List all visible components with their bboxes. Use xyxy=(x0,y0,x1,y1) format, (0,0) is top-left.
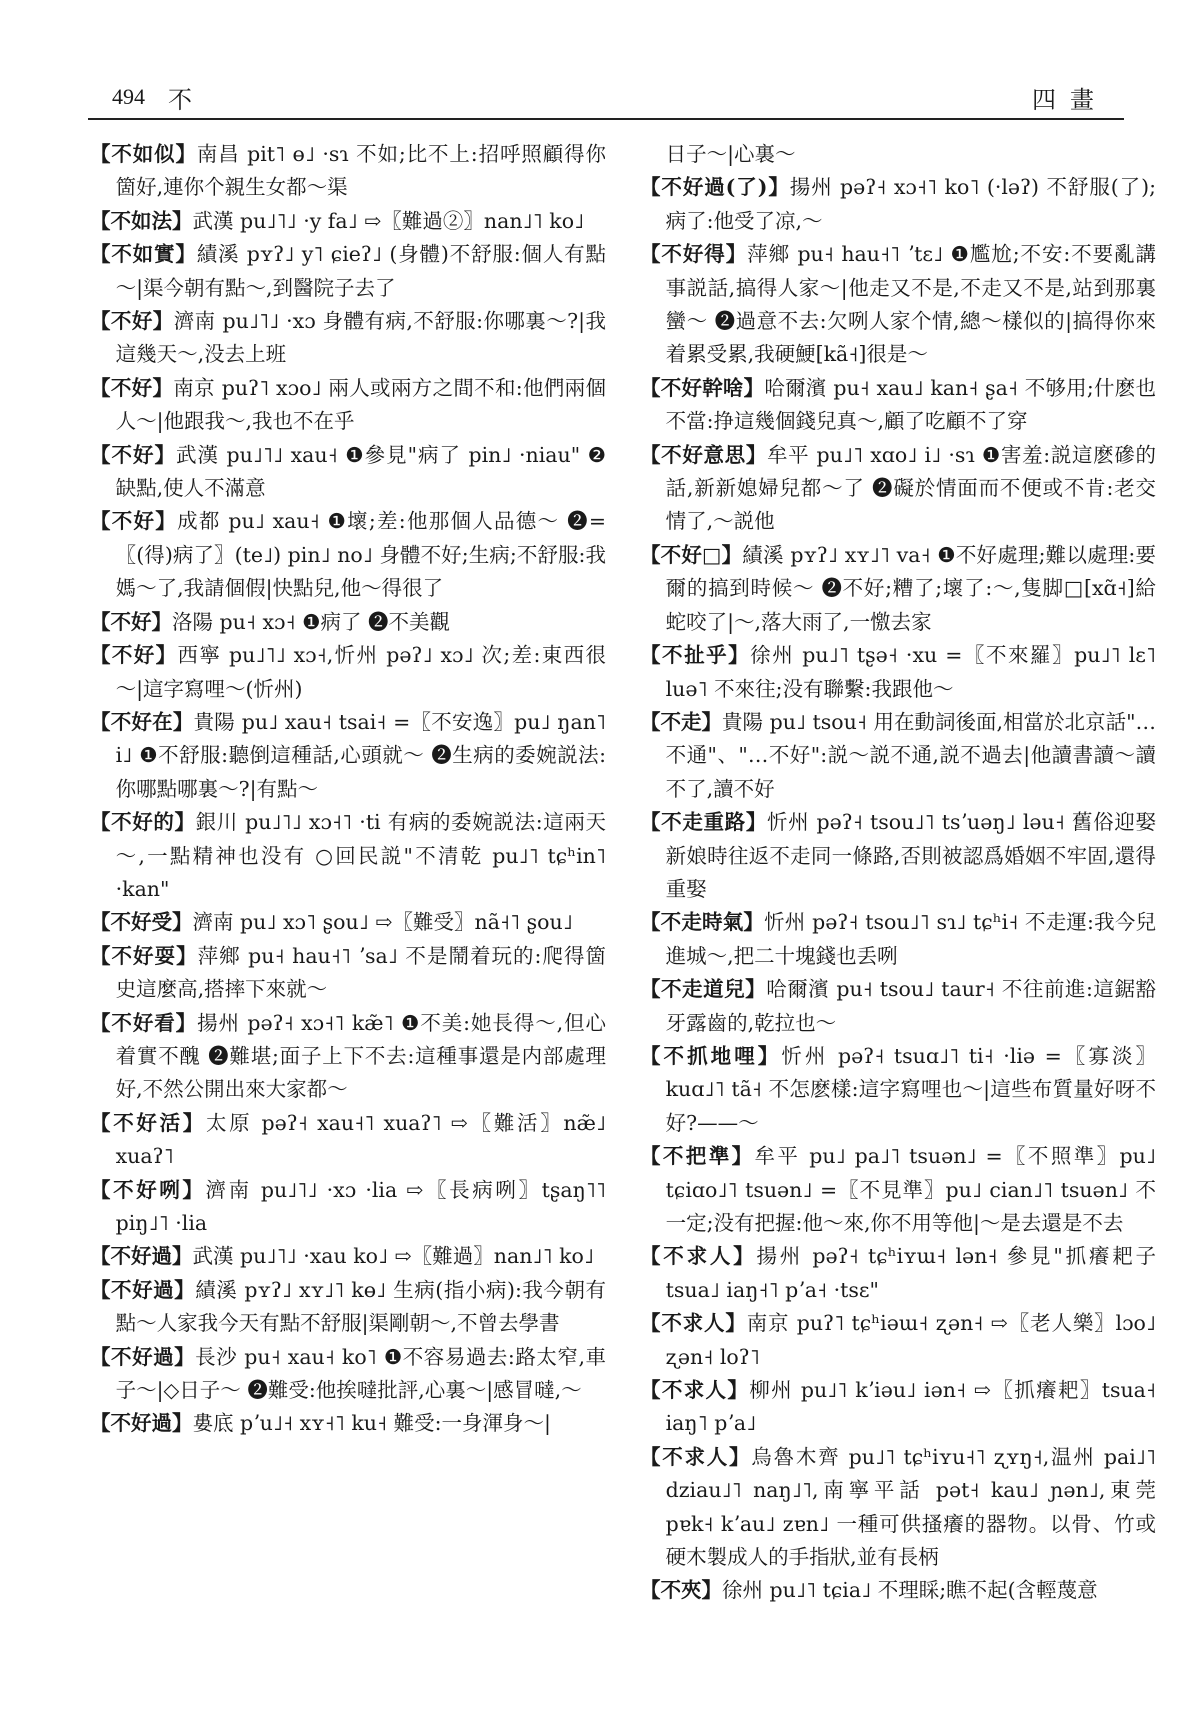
entry-text: 濟南 pu˩˥˩ ·xɔ ·lia ⇨〖長病咧〗tʂaŋ˥˥ piŋ˩˥ ·lia xyxy=(115,1177,606,1235)
entry-text: 婁底 pʼu˩˧ xʏ˧˥ ku˧ 難受:一身渾身～| xyxy=(192,1411,551,1436)
page-header xyxy=(88,78,1124,118)
entry-text: 萍鄉 pu˧ hau˧˥ ʼtɛ˩ ❶尷尬;不安:不要亂講事説話,搞得人家～|他走又不是,不走又不是,站到那裏蠻～ ❷過意不去:欠咧人家个情,總～樣似的|搞得你來着累受累,我硬鯁[kã˧]很是～ xyxy=(665,242,1156,367)
dictionary-entry xyxy=(90,706,606,806)
entry-headword: 【不走時氣】 xyxy=(640,910,765,935)
entry-text: 濟南 pu˩˥˩ ·xɔ 身體有病,不舒服:你哪裏～?|我這幾天～,没去上班 xyxy=(115,309,607,367)
dictionary-entry xyxy=(640,973,1156,1040)
entry-headword: 【不好在】 xyxy=(90,709,194,734)
entry-text: 銀川 pu˩˥˩ xɔ˧˥ ·ti 有病的委婉説法:這兩天～,一點精神也没有 ○回民説"不清乾 pu˩˥ tɕʰin˥ ·kan" xyxy=(115,810,607,901)
entry-text: 哈爾濱 pu˧ tsou˩ taur˧ 不往前進:這鋸豁牙露齒的,乾拉也～ xyxy=(665,977,1156,1035)
dictionary-entry xyxy=(640,1574,1156,1607)
entry-text: 長沙 pu˧ xau˧ ko˥ ❶不容易過去:路太窄,車子～|◇日子～ ❷難受:他挨噠批評,心裏～|感冒噠,～ xyxy=(115,1344,606,1403)
header-character: 不 xyxy=(168,86,192,114)
entry-headword: 【不好】 xyxy=(90,509,178,534)
entry-text: 西寧 pu˩˥˩ xɔ˧,忻州 pəʔ˩ xɔ˩ 次;差:東西很～|這字寫哩～(忻州) xyxy=(115,643,606,701)
entry-text: 績溪 pʏʔ˩ xʏ˩˥ kɵ˩ 生病(指小病):我今朝有點～人家我今天有點不舒服|渠剛朝～,不曾去學書 xyxy=(115,1277,606,1336)
dictionary-entry xyxy=(640,1374,1156,1441)
entry-text: 太原 pəʔ˧ xau˧˥ xuaʔ˥ ⇨〖難活〗næ̃˩ xuaʔ˥ xyxy=(115,1110,606,1169)
dictionary-entry xyxy=(640,706,1156,806)
dictionary-entry xyxy=(90,205,606,238)
entry-text: 忻州 pəʔ˧ tsuɑ˩˥ ti˧ ·liə =〖寡淡〗kuɑ˩˥ tã˧ 不怎麽樣:這字寫哩也～|這些布質量好呀不好?——～ xyxy=(665,1043,1156,1135)
entry-text: 徐州 pu˩˥ tʂə˧ ·xu =〖不來羅〗pu˩˥ lɛ˥ luə˥ 不來往;没有聯繫:我跟他～ xyxy=(665,643,1157,701)
entry-text: 濟南 pu˩ xɔ˥ ʂou˩ ⇨〖難受〗nã˧˥ ʂou˩ xyxy=(192,910,573,935)
entry-headword: 【不夾】 xyxy=(640,1578,722,1603)
entry-text: 貴陽 pu˩ xau˧ tsai˧ =〖不安逸〗pu˩ ŋan˥ i˩ ❶不舒服:聽倒這種話,心頭就～ ❷生病的委婉説法:你哪點哪裏～?|有點～ xyxy=(115,709,607,801)
dictionary-entry xyxy=(90,305,606,372)
entry-headword: 【不好】 xyxy=(90,442,176,467)
page-number: 494 xyxy=(112,84,145,109)
entry-text: 武漢 pu˩˥˩ ·xau ko˩ ⇨〖難過〗nan˩˥ ko˩ xyxy=(192,1244,595,1269)
dictionary-entry xyxy=(640,539,1156,639)
entry-text: 南昌 pit˥ ɵ˩ ·sɿ 不如;比不上:招呼照顧得你箇好,連你个親生女都～渠 xyxy=(115,142,606,200)
entry-text: 揚州 pəʔ˧ xɔ˧˥ ko˥ (·ləʔ) 不舒服(了);病了:他受了凉,～ xyxy=(665,175,1157,233)
right-column xyxy=(640,138,1156,1608)
entry-headword: 【不好看】 xyxy=(90,1010,198,1035)
entry-text: 武漢 pu˩˥˩ xau˧ ❶參見"病了 pin˩ ·niau" ❷缺點,使人不滿意 xyxy=(115,442,607,501)
entry-headword: 【不把準】 xyxy=(640,1144,755,1169)
dictionary-entry xyxy=(90,606,606,639)
entry-text: 績溪 pʏʔ˩ y˥ ɕieʔ˩ (身體)不舒服:個人有點～|渠今朝有點～,到醫院子去了 xyxy=(115,242,606,300)
entry-headword: 【不好□】 xyxy=(640,542,743,567)
dictionary-entry xyxy=(640,1040,1156,1140)
entry-text: 績溪 pʏʔ˩ xʏ˩˥ va˧ ❶不好處理;難以處理:要爾的搞到時候～ ❷不好;糟了;壞了:～,隻脚□[xɑ̃˧]給蛇咬了|～,落大雨了,一憿去家 xyxy=(665,542,1156,634)
dictionary-entry xyxy=(90,1274,606,1341)
entry-headword: 【不好】 xyxy=(90,375,174,400)
entry-text: 萍鄉 pu˧ hau˧˥ ʼsa˩ 不是鬧着玩的:爬得箇史這麼高,搭摔下來就～ xyxy=(115,943,606,1002)
entry-headword: 【不走道兒】 xyxy=(640,977,767,1002)
entry-text: 柳州 pu˩˥ kʼiəu˩ iən˧ ⇨〖抓癢耙〗tsua˧ iaŋ˥ pʼa˩ xyxy=(665,1378,1156,1436)
entry-headword: 【不抓地哩】 xyxy=(640,1043,782,1068)
entry-headword: 【不如法】 xyxy=(90,208,193,233)
dictionary-entry xyxy=(640,1307,1156,1374)
dictionary-entry xyxy=(90,806,606,906)
dictionary-entry xyxy=(640,238,1156,372)
entry-headword: 【不好幹啥】 xyxy=(640,375,765,400)
dictionary-entry xyxy=(90,906,606,939)
dictionary-entry xyxy=(640,171,1156,238)
entry-text: 牟平 pu˩ pa˩˥ tsuən˩ =〖不照準〗pu˩ tɕiɑo˩˥ tsuən˩ =〖不見準〗pu˩ cian˩˥ tsuən˩ 不一定;没有把握:他～來,你不用等他|～是去還是不去 xyxy=(665,1144,1156,1235)
entry-text: 南京 puʔ˥ tɕʰiəɯ˧ ʐən˧ ⇨〖老人樂〗lɔo˩ ʐən˧ loʔ˥ xyxy=(665,1311,1157,1369)
entry-headword: 【不好咧】 xyxy=(90,1177,206,1202)
dictionary-entry xyxy=(640,906,1156,973)
dictionary-entry xyxy=(90,439,606,506)
dictionary-entry xyxy=(640,1240,1156,1307)
entry-headword: 【不好過】 xyxy=(90,1411,193,1436)
dictionary-entry xyxy=(640,372,1156,439)
entry-text: 忻州 pəʔ˧ tsou˩˥ sɿ˩ tɕʰi˧ 不走運:我今兒進城～,把二十塊錢也丢咧 xyxy=(665,910,1157,968)
dictionary-entry xyxy=(90,372,606,439)
entry-headword: 【不好】 xyxy=(90,609,172,634)
dictionary-entry xyxy=(640,806,1156,906)
entry-headword: 【不如似】 xyxy=(90,142,197,166)
header-rule xyxy=(88,118,1124,120)
entry-headword: 【不好過】 xyxy=(90,1344,196,1369)
entry-headword: 【不走】 xyxy=(640,709,723,734)
entry-text: 忻州 pəʔ˧ tsou˩˥ tsʼuəŋ˩ ləu˧ 舊俗迎娶新娘時往返不走同一條路,否則被認爲婚姻不牢固,還得重娶 xyxy=(665,810,1156,901)
dictionary-entry xyxy=(90,1107,606,1174)
entry-headword: 【不求人】 xyxy=(640,1444,752,1469)
entry-headword: 【不好過】 xyxy=(90,1277,196,1302)
entry-text: 南京 puʔ˥ xɔo˩ 兩人或兩方之間不和:他們兩個人～|他跟我～,我也不在乎 xyxy=(115,375,606,434)
entry-text: 成都 pu˩ xau˧ ❶壞;差:他那個人品德～ ❷=〖(得)病了〗(te˩) pin˩ no˩ 身體不好;生病;不舒服:我媽～了,我請個假|快點兒,他～得很了 xyxy=(115,509,607,601)
entry-headword: 【不好耍】 xyxy=(90,943,198,968)
entry-headword: 【不求人】 xyxy=(640,1378,750,1403)
entry-headword: 【不好受】 xyxy=(90,910,193,935)
entry-text: 貴陽 pu˩ tsou˧ 用在動詞後面,相當於北京話"…不通"、"…不好":説～説不通,説不過去|他讀書讀～讀不了,讀不好 xyxy=(665,709,1157,801)
dictionary-entry xyxy=(90,1174,606,1241)
dictionary-entry xyxy=(90,1407,606,1440)
entry-text: 烏魯木齊 pu˩˥ tɕʰiʏu˧˥ ʐʏŋ˧,温州 pai˩˥ dziau˩˥ naŋ˩˥,南寧平話 pət˧ kau˩ ɲən˩,東莞 pɐk˧ kʼau˩ zɐn˩ 一種可供搔癢的器物。以骨、竹或硬木製成人的手指狀,並有長柄 xyxy=(665,1444,1156,1570)
dictionary-entry xyxy=(640,1441,1156,1575)
entry-text: 揚州 pəʔ˧ tɕʰiʏɯ˧ lən˧ 參見"抓癢耙子 tsua˩ iaŋ˧˥ pʼa˧ ·tsɛ" xyxy=(665,1244,1157,1302)
entry-headword: 【不好的】 xyxy=(90,810,196,835)
left-column xyxy=(90,138,606,1441)
dictionary-entry xyxy=(90,1007,606,1107)
entry-headword: 【不求人】 xyxy=(640,1244,757,1269)
dictionary-entry xyxy=(90,1240,606,1273)
entry-headword: 【不求人】 xyxy=(640,1311,747,1336)
entry-headword: 【不好得】 xyxy=(640,242,748,267)
entry-headword: 【不好】 xyxy=(90,643,178,668)
section-title: 四畫 xyxy=(1032,86,1108,114)
entry-text: 哈爾濱 pu˧ xau˩ kan˧ ʂa˧ 不够用;什麽也不當:挣這幾個錢兒真～,顧了吃顧不了穿 xyxy=(665,375,1156,434)
entry-text: 揚州 pəʔ˧ xɔ˧˥ kæ̃˥ ❶不美:她長得～,但心着實不醜 ❷難堪;面子上下不去:這種事還是内部處理好,不然公開出來大家都～ xyxy=(115,1010,606,1102)
entry-headword: 【不扯乎】 xyxy=(640,643,751,668)
dictionary-entry xyxy=(640,138,1156,171)
dictionary-entry xyxy=(90,940,606,1007)
entry-headword: 【不如實】 xyxy=(90,242,197,267)
entry-text: 洛陽 pu˧ xɔ˧ ❶病了 ❷不美觀 xyxy=(172,609,451,634)
dictionary-entry xyxy=(640,1140,1156,1240)
entry-headword: 【不好過】 xyxy=(90,1244,193,1269)
entry-headword: 【不好活】 xyxy=(90,1110,206,1135)
entry-headword: 【不走重路】 xyxy=(640,810,767,835)
dictionary-entry xyxy=(90,138,606,205)
dictionary-entry xyxy=(90,639,606,706)
entry-text: 牟平 pu˩˥ xɑo˩ i˩ ·sɿ ❶害羞:説這麽磣的話,新新媳婦兒都～了 ❷礙於情面而不便或不肯:老交情了,～説他 xyxy=(665,442,1157,534)
entry-headword: 【不好過(了)】 xyxy=(640,175,790,200)
entry-text: 徐州 pu˩˥ tɕia˩ 不理睬;瞧不起(含輕蔑意 xyxy=(722,1578,1098,1603)
entry-text: 武漢 pu˩˥˩ ·y fa˩ ⇨〖難過②〗nan˩˥ ko˩ xyxy=(192,208,585,233)
entry-text: 日子～|心裏～ xyxy=(665,142,796,166)
dictionary-entry xyxy=(90,1341,606,1408)
entry-headword: 【不好意思】 xyxy=(640,442,767,467)
entry-headword: 【不好】 xyxy=(90,309,174,334)
dictionary-entry xyxy=(90,238,606,305)
dictionary-entry xyxy=(640,439,1156,539)
dictionary-entry xyxy=(640,639,1156,706)
dictionary-entry xyxy=(90,505,606,605)
